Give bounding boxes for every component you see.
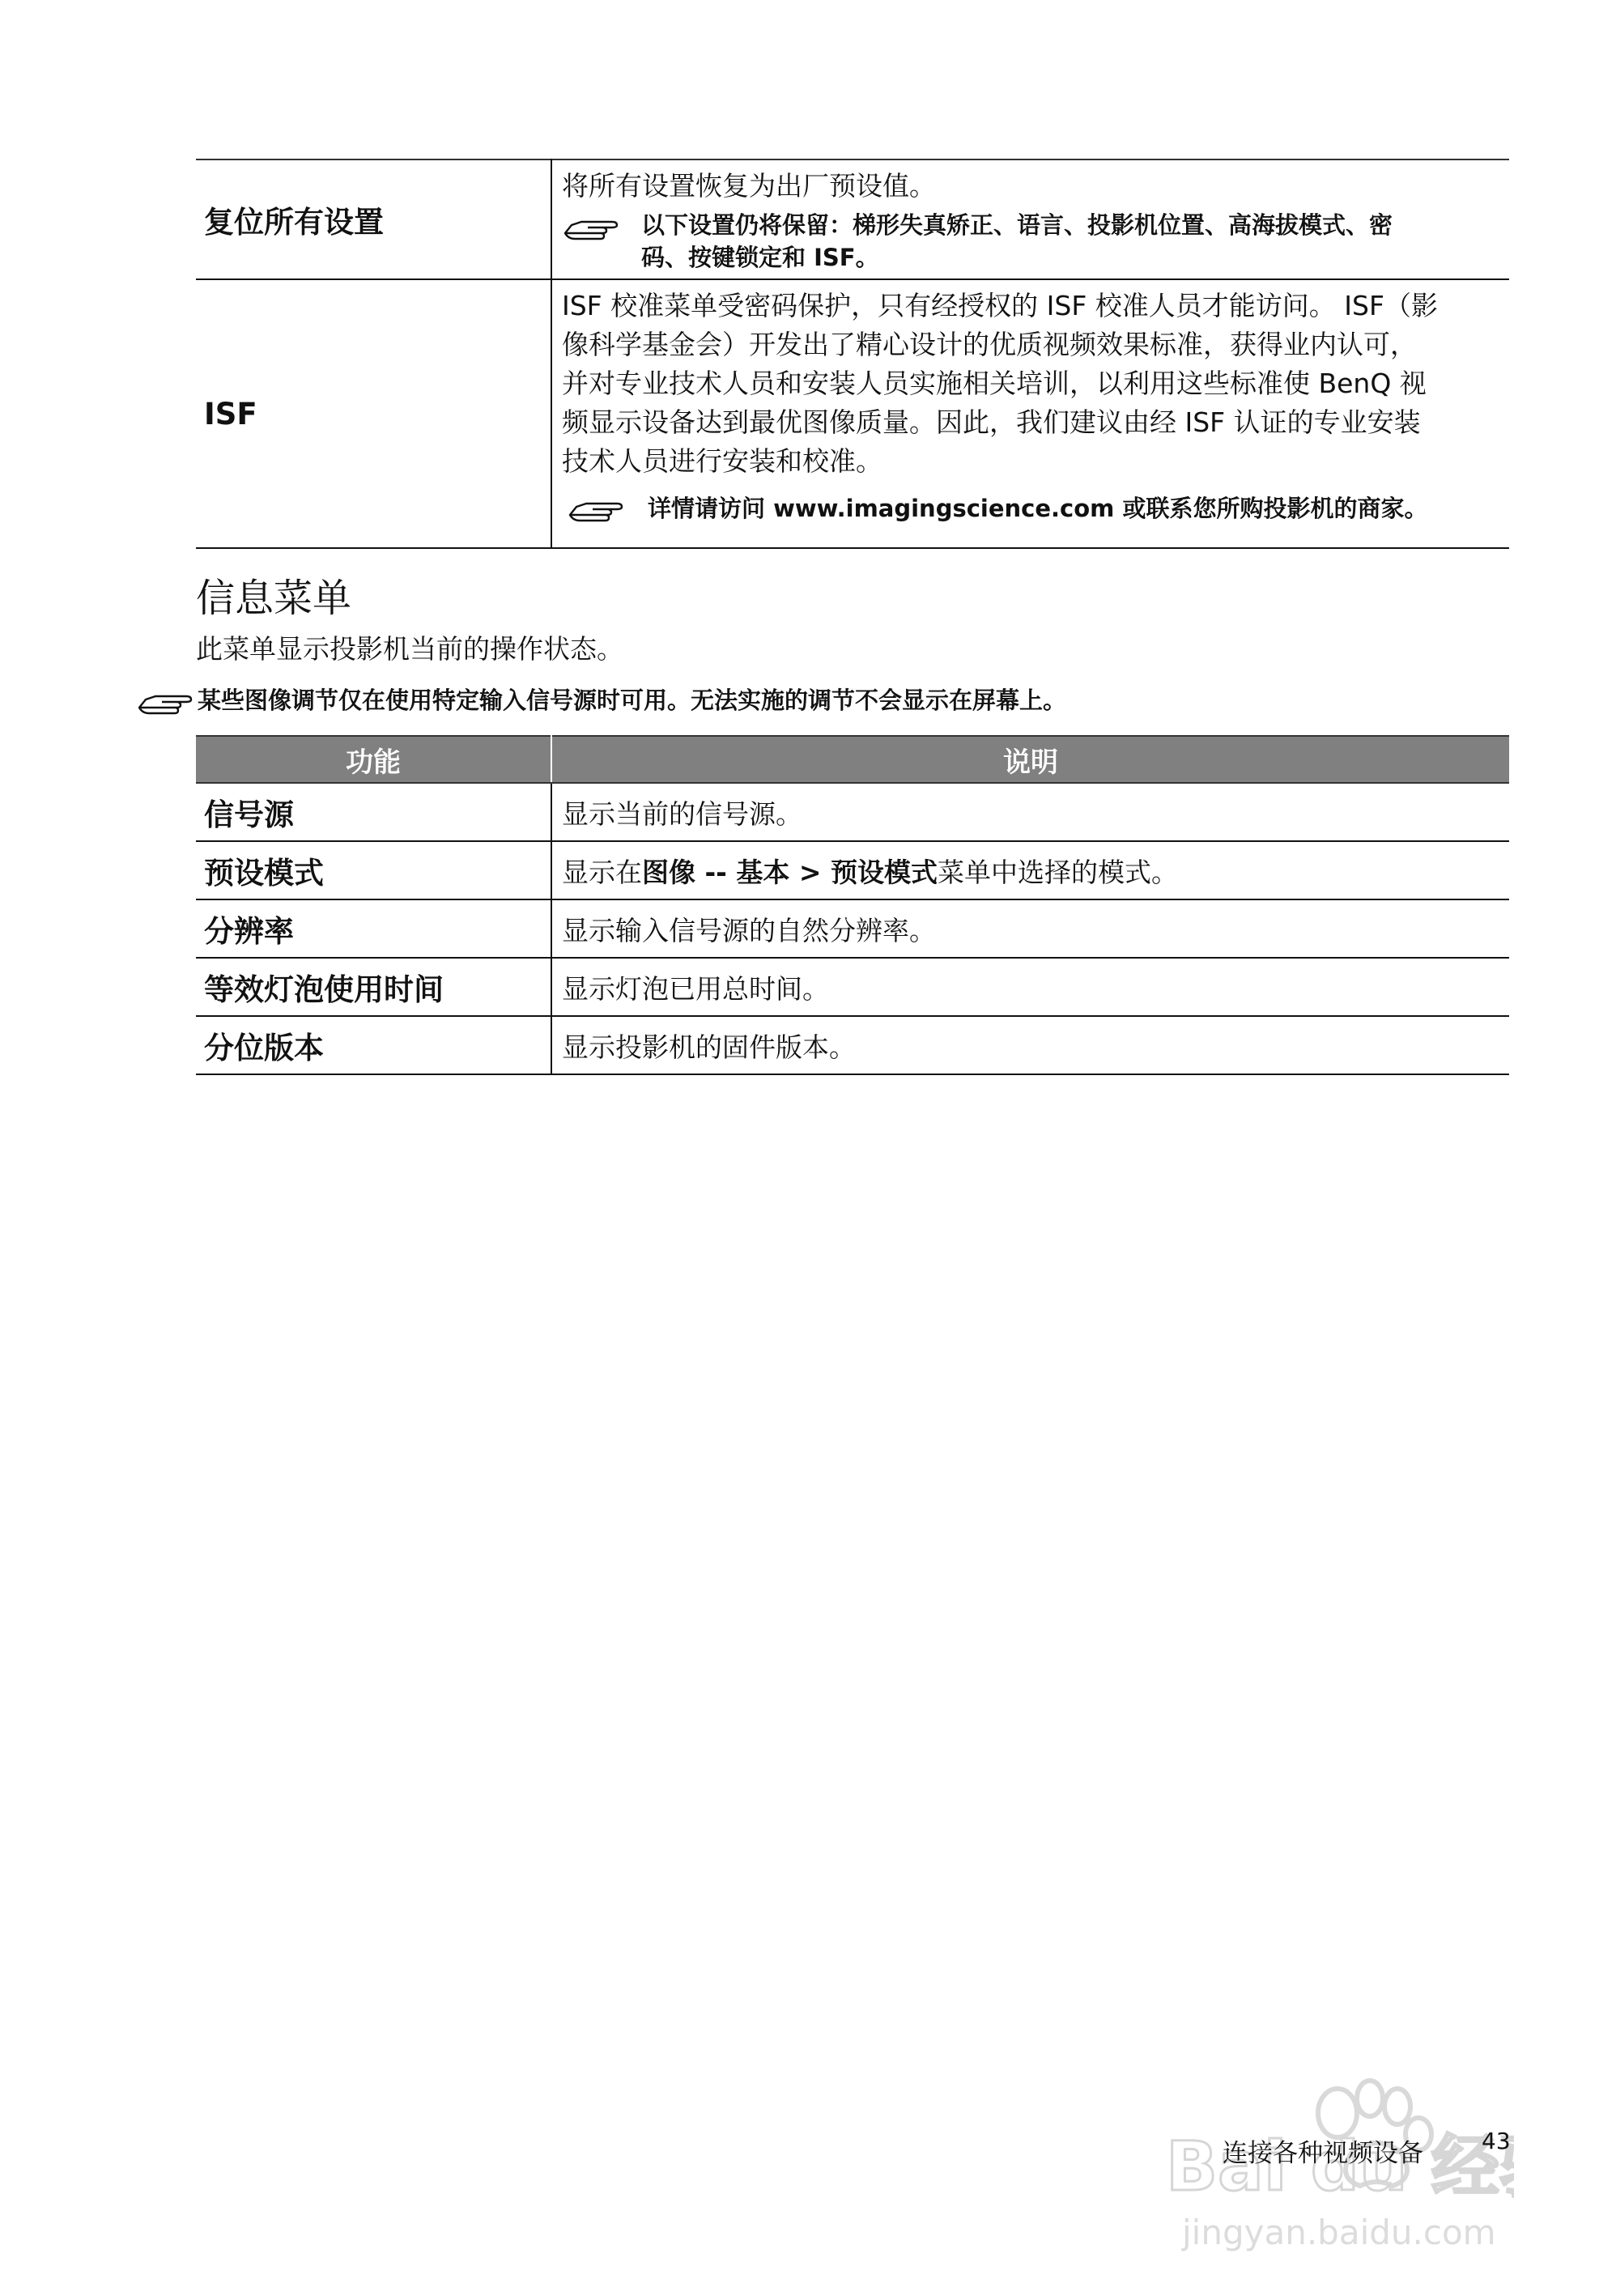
row-desc-cell <box>551 159 1509 279</box>
function-cell: 分辨率 <box>196 899 551 958</box>
function-cell: 信号源 <box>196 783 551 841</box>
info-menu-table <box>196 735 1509 1075</box>
description-cell <box>551 841 1509 899</box>
note-line: 详情请访问 www.imagingscience.com 或联系您所购投影机的商家。 <box>648 495 1428 522</box>
row-label: ISF <box>204 396 257 432</box>
section-title: 信息菜单 <box>196 576 352 621</box>
table-row <box>196 783 1509 841</box>
desc-prefix: 显示在 <box>562 856 642 888</box>
settings-table <box>196 159 1509 549</box>
pointing-hand-icon <box>568 497 625 525</box>
pointing-hand-icon <box>138 690 194 717</box>
footer-chapter-title: 连接各种视频设备 <box>1223 2139 1423 2168</box>
row-label: 复位所有设置 <box>204 205 384 240</box>
note <box>552 492 1509 525</box>
row-label-cell <box>196 159 551 279</box>
table-row <box>196 958 1509 1016</box>
watermark-url: jingyan.baidu.com <box>1182 2213 1496 2252</box>
note-line: 以下设置仍将保留：梯形失真矫正、语言、投影机位置、高海拔模式、密 <box>641 211 1393 239</box>
description-cell: 显示投影机的固件版本。 <box>551 1016 1509 1074</box>
function-cell: 等效灯泡使用时间 <box>196 958 551 1016</box>
watermark-brand: Bai du 经 <box>1166 2127 1499 2206</box>
desc-line: 技术人员进行安装和校准。 <box>562 445 882 477</box>
table-row <box>196 279 1509 548</box>
description-cell: 显示灯泡已用总时间。 <box>551 958 1509 1016</box>
table-row <box>196 1016 1509 1074</box>
note <box>552 209 1509 274</box>
table-row <box>196 841 1509 899</box>
row-label-cell <box>196 279 551 548</box>
table-header-row <box>196 736 1509 783</box>
desc-line: ISF 校准菜单受密码保护，只有经授权的 ISF 校准人员才能访问。 ISF（影 <box>562 290 1438 321</box>
desc-line: 并对专业技术人员和安装人员实施相关培训，以利用这些标准使 BenQ 视 <box>562 368 1427 399</box>
section-intro: 此菜单显示投影机当前的操作状态。 <box>196 633 623 665</box>
header-function: 功能 <box>196 736 551 783</box>
row-desc-cell <box>551 279 1509 548</box>
desc-suffix: 菜单中选择的模式。 <box>938 856 1178 888</box>
function-cell: 分位版本 <box>196 1016 551 1074</box>
desc-line: 频显示设备达到最优图像质量。因此，我们建议由经 ISF 认证的专业安装 <box>562 406 1421 438</box>
function-cell: 预设模式 <box>196 841 551 899</box>
page-number: 43 <box>1482 2128 1511 2154</box>
pointing-hand-icon <box>563 215 620 243</box>
availability-note: 某些图像调节仅在使用特定输入信号源时可用。无法实施的调节不会显示在屏幕上。 <box>198 687 1067 714</box>
note-line: 码、按键锁定和 ISF。 <box>641 244 879 271</box>
description-cell: 显示输入信号源的自然分辨率。 <box>551 899 1509 958</box>
menu-path: 图像 -- 基本 > 预设模式 <box>642 856 938 888</box>
desc-line: 像科学基金会）开发出了精心设计的优质视频效果标准，获得业内认可， <box>562 329 1417 360</box>
table-row <box>196 899 1509 958</box>
header-description: 说明 <box>551 736 1509 783</box>
row-desc: 将所有设置恢复为出厂预设值。 <box>562 170 936 202</box>
description-cell: 显示当前的信号源。 <box>551 783 1509 841</box>
row-desc <box>552 280 1509 481</box>
table-row <box>196 159 1509 279</box>
